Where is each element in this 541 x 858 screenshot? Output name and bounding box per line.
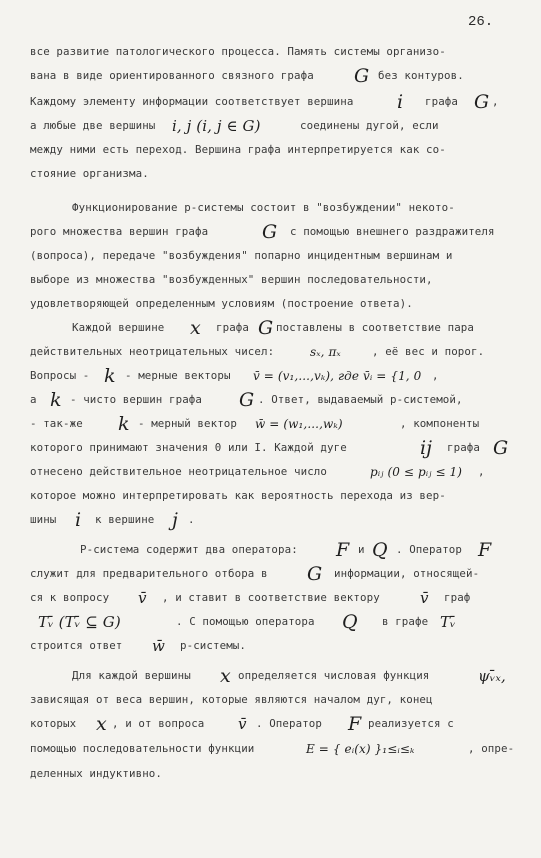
text-line — [0, 268, 541, 292]
text-fragment: деленных индуктивно. — [30, 767, 163, 780]
text-fragment: шины — [30, 513, 57, 526]
text-fragment: Функционирование р-системы состоит в "возбуждении" некото- — [72, 201, 455, 214]
text-line — [0, 220, 541, 244]
text-fragment: удовлетворяющей определенным условиям (построение ответа). — [30, 297, 413, 310]
text-fragment: - мерный вектор — [138, 417, 238, 430]
text-line — [0, 562, 541, 586]
text-fragment: а любые две вершины — [30, 119, 156, 132]
text-fragment: помощью последовательности функции — [30, 742, 255, 755]
text-fragment: Каждому элементу информации соответствует вершина — [30, 95, 354, 108]
text-line — [0, 484, 541, 508]
text-line — [0, 508, 541, 532]
text-fragment: граф — [444, 591, 471, 604]
math-fragment: G — [239, 389, 255, 411]
text-line — [0, 664, 541, 688]
text-fragment: - мерные векторы — [125, 369, 231, 382]
text-line — [0, 460, 541, 484]
text-fragment: рого множества вершин графа — [30, 225, 209, 238]
text-line — [0, 436, 541, 460]
text-fragment: отнесено действительное неотрицательное число — [30, 465, 328, 478]
text-line — [0, 90, 541, 114]
text-fragment: , — [432, 369, 439, 382]
text-fragment: строится ответ — [30, 639, 123, 652]
text-line — [0, 138, 541, 162]
math-fragment: i, j (i, j ∈ G) — [172, 117, 261, 135]
text-fragment: которое можно интерпретировать как вероятность перехода из вер- — [30, 489, 446, 502]
text-fragment: служит для предварительного отбора в — [30, 567, 268, 580]
text-line — [0, 114, 541, 138]
text-fragment: р-системы. — [180, 639, 247, 652]
text-line — [0, 412, 541, 436]
math-fragment: G — [258, 317, 274, 339]
math-fragment: ij — [420, 437, 433, 459]
text-line — [0, 538, 541, 562]
text-line — [0, 688, 541, 712]
text-fragment: в графе — [382, 615, 429, 628]
text-line — [0, 64, 541, 88]
text-fragment: , её вес и порог. — [372, 345, 485, 358]
text-fragment: к вершине — [95, 513, 155, 526]
text-fragment: которого принимают значения 0 или I. Каждой дуге — [30, 441, 347, 454]
text-fragment: соединены дугой, если — [300, 119, 439, 132]
math-fragment: Q — [372, 539, 388, 561]
text-line — [0, 292, 541, 316]
math-fragment: G — [474, 91, 490, 113]
text-line — [0, 196, 541, 220]
math-fragment: Tᵥ̄ (Tᵥ̄ ⊆ G) — [38, 613, 121, 631]
math-fragment: F — [348, 713, 362, 735]
text-line — [0, 737, 541, 761]
text-fragment: определяется числовая функция — [238, 669, 430, 682]
math-fragment: pᵢⱼ (0 ≤ pᵢⱼ ≤ 1) — [370, 465, 463, 479]
math-fragment: Tᵥ̄ — [440, 613, 456, 631]
text-fragment: Р-система содержит два оператора: — [80, 543, 298, 556]
math-fragment: v̄ — [238, 715, 247, 733]
math-fragment: E = { eᵢ(x) }₁≤ᵢ≤ₖ — [306, 742, 415, 756]
math-fragment: G — [262, 221, 278, 243]
math-fragment: v̄ — [138, 589, 147, 607]
math-fragment: k — [50, 389, 62, 411]
text-fragment: - чисто вершин графа — [70, 393, 203, 406]
text-line — [0, 40, 541, 64]
text-line — [0, 388, 541, 412]
math-fragment: i — [397, 91, 404, 113]
text-fragment: . Ответ, выдаваемый р-системой, — [258, 393, 463, 406]
text-line — [0, 316, 541, 340]
text-fragment: которых — [30, 717, 77, 730]
math-fragment: v̄ = (v₁,...,vₖ), где v̄ᵢ = {1, 0 — [253, 369, 422, 383]
text-fragment: (вопроса), передаче "возбуждения" попарно инцидентным вершинам и — [30, 249, 453, 262]
text-fragment: графа — [216, 321, 250, 334]
text-fragment: , и ставит в соответствие вектору — [162, 591, 380, 604]
text-fragment: действительных неотрицательных чисел: — [30, 345, 275, 358]
text-fragment: . Оператор — [396, 543, 463, 556]
text-fragment: графа — [425, 95, 459, 108]
text-fragment: и — [358, 543, 365, 556]
text-fragment: , опре- — [468, 742, 515, 755]
text-fragment: графа — [447, 441, 481, 454]
text-fragment: поставлены в соответствие пара — [276, 321, 475, 334]
page-number: 26. — [468, 14, 494, 30]
math-fragment: x — [96, 713, 107, 735]
math-fragment: G — [493, 437, 509, 459]
math-fragment: G — [354, 65, 370, 87]
text-fragment: , — [478, 465, 485, 478]
math-fragment: ψᵥ̄ₓ, — [478, 667, 506, 685]
text-fragment: выборе из множества "возбужденных" вершин последовательности, — [30, 273, 433, 286]
text-fragment: , и от вопроса — [112, 717, 205, 730]
math-fragment: Q — [342, 611, 358, 633]
text-fragment: все развитие патологического процесса. Память системы организо- — [30, 45, 446, 58]
math-fragment: k — [104, 365, 116, 387]
text-fragment: зависящая от веса вершин, которые являются началом дуг, конец — [30, 693, 433, 706]
text-fragment: . Оператор — [256, 717, 323, 730]
text-line — [0, 162, 541, 186]
text-fragment: вана в виде ориентированного связного графа — [30, 69, 314, 82]
text-line — [0, 340, 541, 364]
math-fragment: k — [118, 413, 130, 435]
text-line — [0, 634, 541, 658]
math-fragment: v̄ — [420, 589, 429, 607]
text-fragment: ся к вопросу — [30, 591, 110, 604]
text-fragment: , — [492, 95, 499, 108]
text-line — [0, 762, 541, 786]
text-fragment: . — [188, 513, 195, 526]
text-line — [0, 712, 541, 736]
text-fragment: Для каждой вершины — [72, 669, 191, 682]
text-line — [0, 610, 541, 634]
math-fragment: w̄ = (w₁,...,wₖ) — [255, 417, 343, 431]
text-line — [0, 244, 541, 268]
text-fragment: без контуров. — [378, 69, 464, 82]
text-fragment: с помощью внешнего раздражителя — [290, 225, 495, 238]
math-fragment: x — [220, 665, 231, 687]
text-fragment: Вопросы - — [30, 369, 90, 382]
text-fragment: между ними есть переход. Вершина графа интерпретируется как со- — [30, 143, 446, 156]
text-line — [0, 586, 541, 610]
text-fragment: . С помощью оператора — [176, 615, 315, 628]
text-fragment: информации, относящей- — [334, 567, 480, 580]
math-fragment: w̄ — [152, 637, 165, 655]
math-fragment: sₓ, πₓ — [310, 345, 341, 359]
math-fragment: F — [336, 539, 350, 561]
text-fragment: а — [30, 393, 37, 406]
math-fragment: x — [190, 317, 201, 339]
text-line — [0, 364, 541, 388]
text-fragment: реализуется с — [368, 717, 454, 730]
math-fragment: G — [307, 563, 323, 585]
math-fragment: j — [172, 509, 178, 531]
text-fragment: Каждой вершине — [72, 321, 165, 334]
text-fragment: , компоненты — [400, 417, 480, 430]
text-fragment: - так-же — [30, 417, 83, 430]
math-fragment: i — [75, 509, 82, 531]
text-fragment: стояние организма. — [30, 167, 149, 180]
math-fragment: F — [478, 539, 492, 561]
